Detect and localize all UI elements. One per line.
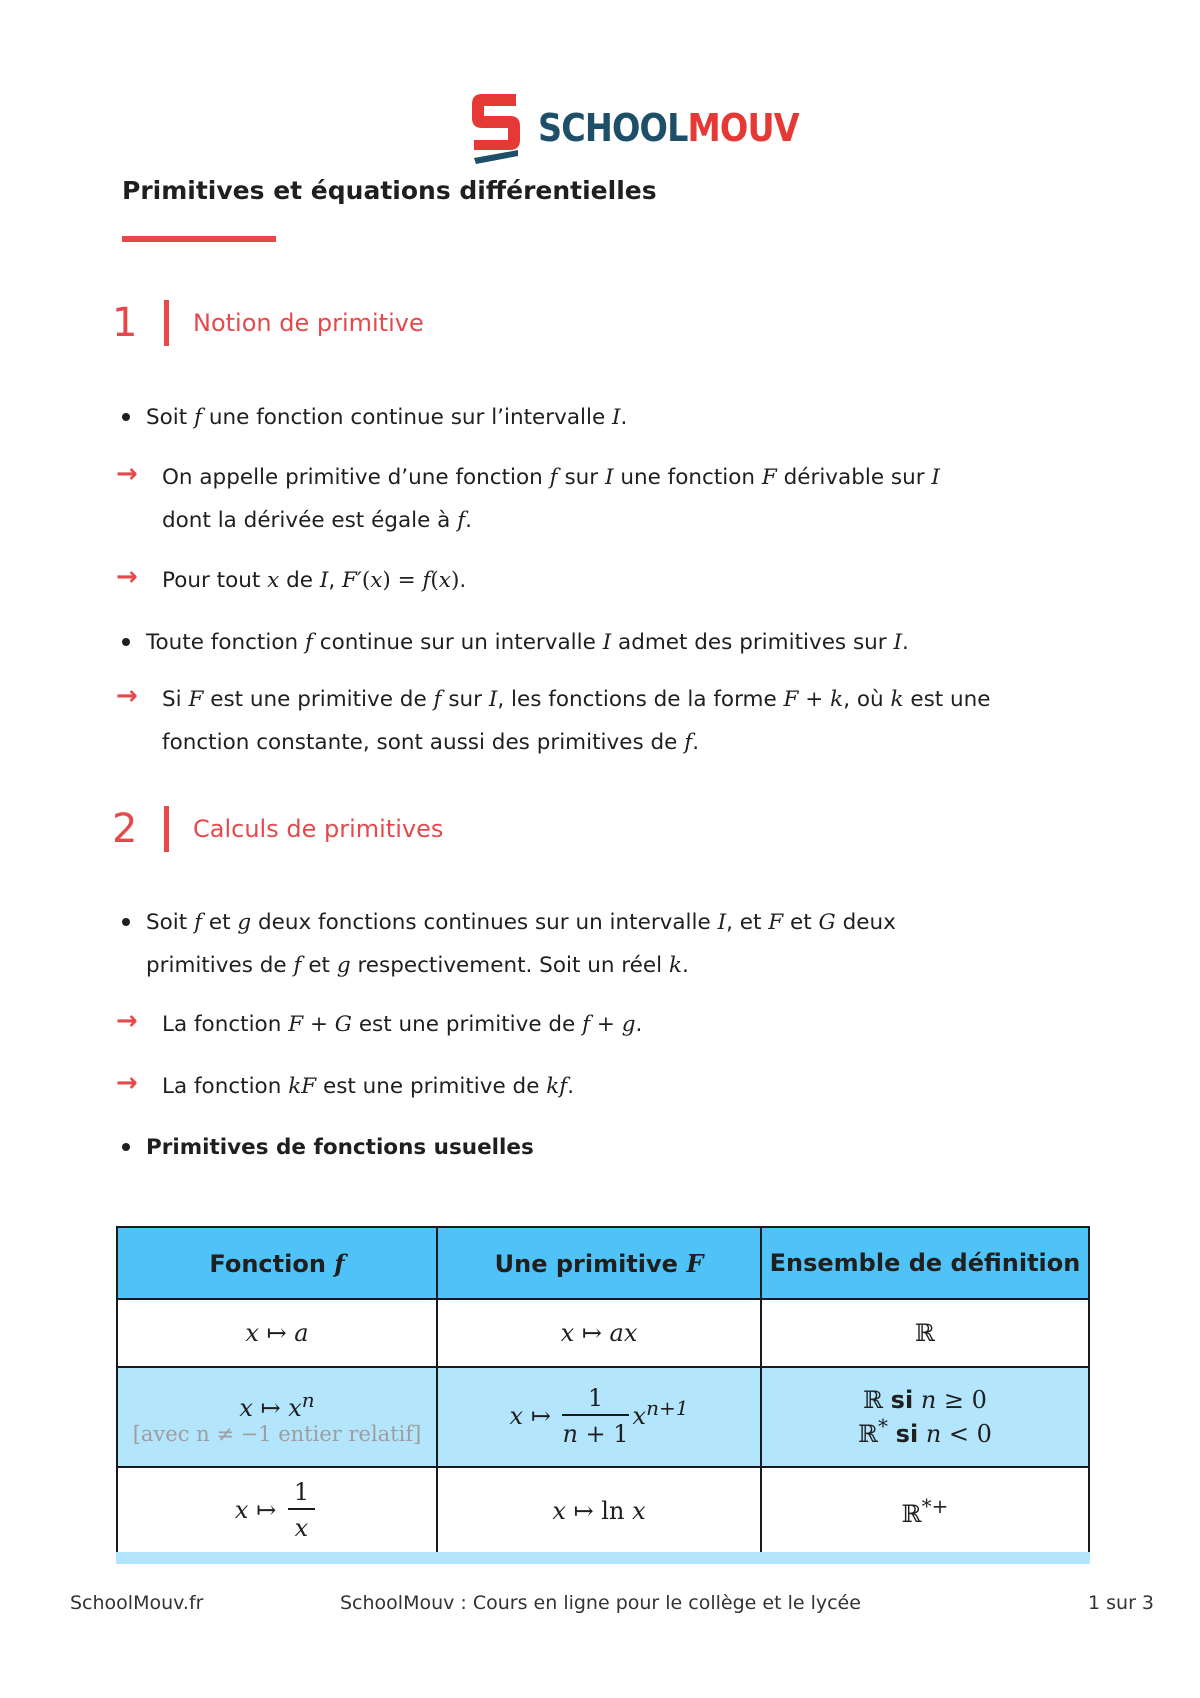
schoolmouv-s-icon — [468, 88, 524, 168]
table-cell: ℝ — [761, 1299, 1089, 1367]
section-divider — [164, 300, 169, 346]
table-cell: x ↦ ax — [437, 1299, 761, 1367]
table-cell: x ↦ a — [117, 1299, 437, 1367]
table-continuation — [116, 1552, 1090, 1564]
paragraph-s1-a2: Pour tout x de I, F′(x) = f(x). — [162, 568, 467, 593]
paragraph-s2-a1: La fonction F + G est une primitive de f + g. — [162, 1012, 643, 1037]
title-underline — [122, 236, 276, 242]
paragraph-s1-a3-line2: fonction constante, sont aussi des primitives de f. — [162, 730, 700, 755]
paragraph-s1-a1-line2: dont la dérivée est égale à f. — [162, 508, 472, 533]
table-cell: x ↦ $\frac{1}{n + 1}$ $x^{n+1}$ — [437, 1367, 761, 1467]
paragraph-s1-a1-line1: On appelle primitive d’une fonction f sur I une fonction F dérivable sur I — [162, 465, 940, 490]
bullet-icon — [122, 1143, 130, 1151]
paragraph-s2-b1-line2: primitives de f et g respectivement. Soit un réel k. — [146, 953, 689, 978]
section-title: Notion de primitive — [193, 309, 424, 337]
table-cell: x ↦ ln x — [437, 1467, 761, 1555]
section-1-heading — [112, 300, 424, 346]
section-number: 1 — [112, 300, 138, 346]
paragraph-s1-a3-line1: Si F est une primitive de f sur I, les fonctions de la forme F + k, où k est une — [162, 687, 991, 712]
paragraph-s2-a2: La fonction kF est une primitive de kf. — [162, 1074, 575, 1099]
bullet-icon — [122, 638, 130, 646]
table-cell: x ↦ $\frac{1}{x}$ — [117, 1467, 437, 1555]
table-row — [117, 1367, 1089, 1467]
paragraph-s1-b1: Soit f une fonction continue sur l’intervalle I. — [146, 405, 628, 430]
arrow-right-icon: → — [116, 1006, 138, 1036]
table-header-row — [117, 1227, 1089, 1299]
logo-wordmark: SCHOOLMOUV — [538, 106, 799, 150]
table-row — [117, 1299, 1089, 1367]
paragraph-s2-b1-line1: Soit f et g deux fonctions continues sur un intervalle I, et F et G deux — [146, 910, 896, 935]
page-title: Primitives et équations différentielles — [122, 176, 657, 205]
table-cell: ℝ*+ — [761, 1467, 1089, 1555]
footer-tagline: SchoolMouv : Cours en ligne pour le collège et le lycée — [340, 1592, 861, 1614]
table-header-cell: Une primitive F — [437, 1227, 761, 1299]
bullet-icon — [122, 413, 130, 421]
primitives-table — [116, 1226, 1090, 1556]
paragraph-s2-b2: Primitives de fonctions usuelles — [146, 1135, 534, 1160]
footer-page-number: 1 sur 3 — [1088, 1592, 1155, 1614]
table-cell: x ↦ $x^n$ [avec n ≠ −1 entier relatif] — [117, 1367, 437, 1467]
table-row — [117, 1467, 1089, 1555]
arrow-right-icon: → — [116, 562, 138, 592]
section-2-heading — [112, 806, 443, 852]
table-header-cell: Ensemble de définition — [761, 1227, 1089, 1299]
table-note: [avec n ≠ −1 entier relatif] — [132, 1422, 422, 1446]
arrow-right-icon: → — [116, 459, 138, 489]
section-divider — [164, 806, 169, 852]
footer-site: SchoolMouv.fr — [70, 1592, 204, 1614]
arrow-right-icon: → — [116, 681, 138, 711]
arrow-right-icon: → — [116, 1068, 138, 1098]
table-header-cell: Fonction f — [117, 1227, 437, 1299]
paragraph-s1-b2: Toute fonction f continue sur un intervalle I admet des primitives sur I. — [146, 630, 909, 655]
schoolmouv-logo — [468, 88, 834, 168]
section-number: 2 — [112, 806, 138, 852]
bullet-icon — [122, 918, 130, 926]
section-title: Calculs de primitives — [193, 815, 444, 843]
table-cell: ℝ si n ≥ 0 ℝ* si n < 0 — [761, 1367, 1089, 1467]
